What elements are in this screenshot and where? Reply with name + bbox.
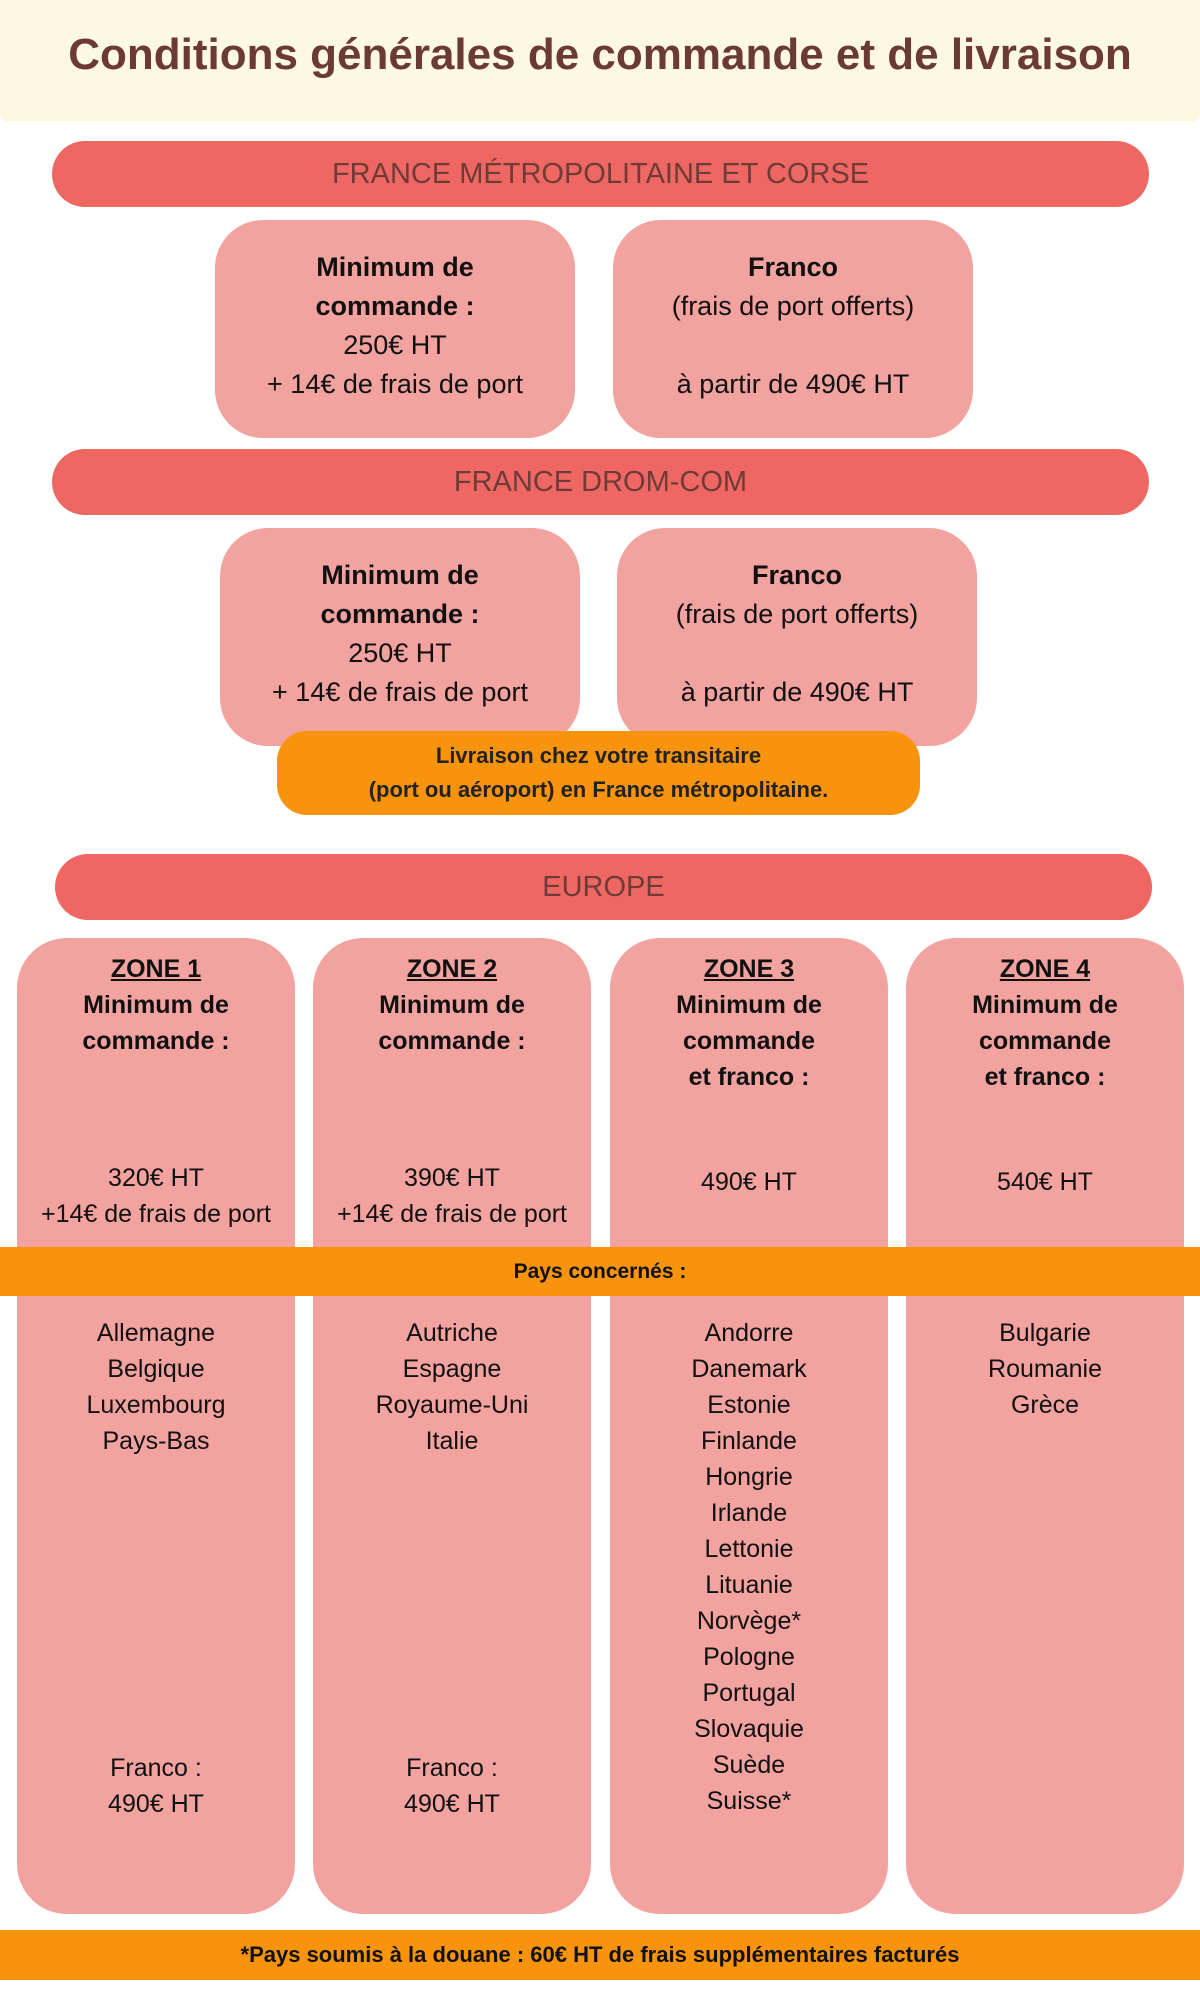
card-drom-franco bbox=[617, 528, 977, 746]
zone-1-countries bbox=[17, 1315, 295, 1459]
country-item: Espagne bbox=[402, 1355, 502, 1383]
country-item: Luxembourg bbox=[86, 1391, 226, 1419]
zone-2-head-1: Minimum de bbox=[379, 991, 525, 1019]
zone-1-minimum bbox=[17, 1160, 295, 1232]
zone-3-head-2: commande bbox=[683, 1027, 815, 1055]
zone-4-minimum bbox=[906, 1164, 1184, 1200]
drom-franco-label: Franco bbox=[751, 560, 843, 590]
country-item: Finlande bbox=[701, 1427, 797, 1455]
transit-note-line-1: Livraison chez votre transitaire bbox=[435, 743, 762, 768]
zone-2-franco-value: 490€ HT bbox=[404, 1790, 500, 1818]
drom-franco-note: (frais de port offerts) bbox=[675, 599, 919, 629]
country-item: Roumanie bbox=[988, 1355, 1102, 1383]
page-title: Conditions générales de commande et de livraison bbox=[68, 30, 1132, 79]
metro-minimum-label-2: commande : bbox=[315, 291, 475, 321]
metro-franco-label: Franco bbox=[747, 252, 839, 282]
banner-france-metro: FRANCE MÉTROPOLITAINE ET CORSE bbox=[52, 141, 1149, 207]
zone-4-head-3: et franco : bbox=[984, 1063, 1106, 1091]
transit-note bbox=[277, 731, 920, 815]
zone-4-amount: 540€ HT bbox=[997, 1168, 1093, 1196]
zone-2-minimum bbox=[313, 1160, 591, 1232]
country-item: Suisse* bbox=[706, 1787, 792, 1815]
country-item: Irlande bbox=[710, 1499, 788, 1527]
banner-france-drom: FRANCE DROM-COM bbox=[52, 449, 1149, 515]
zone-4-head-1: Minimum de bbox=[972, 991, 1118, 1019]
zone-3-countries bbox=[610, 1315, 888, 1819]
country-item: Belgique bbox=[107, 1355, 205, 1383]
zone-2-head-2: commande : bbox=[378, 1027, 526, 1055]
zone-1-shipping: +14€ de frais de port bbox=[40, 1200, 272, 1228]
country-item: Suède bbox=[712, 1751, 786, 1779]
zone-1-franco-value: 490€ HT bbox=[108, 1790, 204, 1818]
metro-minimum-amount: 250€ HT bbox=[343, 330, 447, 360]
zone-3-header bbox=[610, 951, 888, 1095]
zone-3-head-1: Minimum de bbox=[676, 991, 822, 1019]
zone-4-title: ZONE 4 bbox=[999, 955, 1091, 983]
zone-2-franco-label: Franco : bbox=[406, 1754, 498, 1782]
zone-1-franco bbox=[17, 1750, 295, 1822]
metro-minimum-label-1: Minimum de bbox=[316, 252, 474, 282]
zone-4-head-2: commande bbox=[979, 1027, 1111, 1055]
country-item: Pays-Bas bbox=[102, 1427, 210, 1455]
zone-2-amount: 390€ HT bbox=[404, 1164, 500, 1192]
metro-franco-note: (frais de port offerts) bbox=[671, 291, 915, 321]
zone-2-countries bbox=[313, 1315, 591, 1459]
transit-note-line-2: (port ou aéroport) en France métropolitaine. bbox=[368, 777, 829, 802]
zone-4-countries bbox=[906, 1315, 1184, 1423]
metro-franco-threshold: à partir de 490€ HT bbox=[676, 369, 910, 399]
country-item: Lituanie bbox=[705, 1571, 793, 1599]
drom-minimum-label-1: Minimum de bbox=[321, 560, 479, 590]
zone-1-title: ZONE 1 bbox=[110, 955, 202, 983]
country-item: Estonie bbox=[707, 1391, 791, 1419]
zone-2-shipping: +14€ de frais de port bbox=[336, 1200, 568, 1228]
country-item: Bulgarie bbox=[999, 1319, 1091, 1347]
zone-2-header bbox=[313, 951, 591, 1059]
country-item: Pologne bbox=[703, 1643, 795, 1671]
country-item: Royaume-Uni bbox=[375, 1391, 529, 1419]
banner-europe: EUROPE bbox=[55, 854, 1152, 920]
zone-2-franco bbox=[313, 1750, 591, 1822]
drom-minimum-label-2: commande : bbox=[320, 599, 480, 629]
zone-2-title: ZONE 2 bbox=[406, 955, 498, 983]
zone-1-header bbox=[17, 951, 295, 1059]
country-item: Portugal bbox=[702, 1679, 796, 1707]
card-metro-minimum bbox=[215, 220, 575, 438]
countries-strip: Pays concernés : bbox=[0, 1247, 1200, 1296]
country-item: Danemark bbox=[691, 1355, 807, 1383]
country-item: Autriche bbox=[406, 1319, 498, 1347]
country-item: Grèce bbox=[1010, 1391, 1080, 1419]
country-item: Lettonie bbox=[704, 1535, 794, 1563]
metro-minimum-shipping: + 14€ de frais de port bbox=[267, 369, 523, 399]
country-item: Slovaquie bbox=[694, 1715, 804, 1743]
zone-3-minimum bbox=[610, 1164, 888, 1200]
country-item: Hongrie bbox=[705, 1463, 793, 1491]
zone-1-head-1: Minimum de bbox=[83, 991, 229, 1019]
zone-3-amount: 490€ HT bbox=[701, 1168, 797, 1196]
drom-minimum-shipping: + 14€ de frais de port bbox=[272, 677, 528, 707]
zone-1-amount: 320€ HT bbox=[108, 1164, 204, 1192]
card-metro-franco bbox=[613, 220, 973, 438]
country-item: Allemagne bbox=[96, 1319, 216, 1347]
country-item: Norvège* bbox=[696, 1607, 802, 1635]
zone-3-title: ZONE 3 bbox=[703, 955, 795, 983]
zone-4-header bbox=[906, 951, 1184, 1095]
country-item: Italie bbox=[425, 1427, 479, 1455]
footer-note: *Pays soumis à la douane : 60€ HT de frais supplémentaires facturés bbox=[0, 1930, 1200, 1980]
zone-1-head-2: commande : bbox=[82, 1027, 230, 1055]
card-drom-minimum bbox=[220, 528, 580, 746]
zone-3-head-3: et franco : bbox=[688, 1063, 810, 1091]
drom-franco-threshold: à partir de 490€ HT bbox=[680, 677, 914, 707]
country-item: Andorre bbox=[704, 1319, 794, 1347]
zone-1-franco-label: Franco : bbox=[110, 1754, 202, 1782]
drom-minimum-amount: 250€ HT bbox=[348, 638, 452, 668]
